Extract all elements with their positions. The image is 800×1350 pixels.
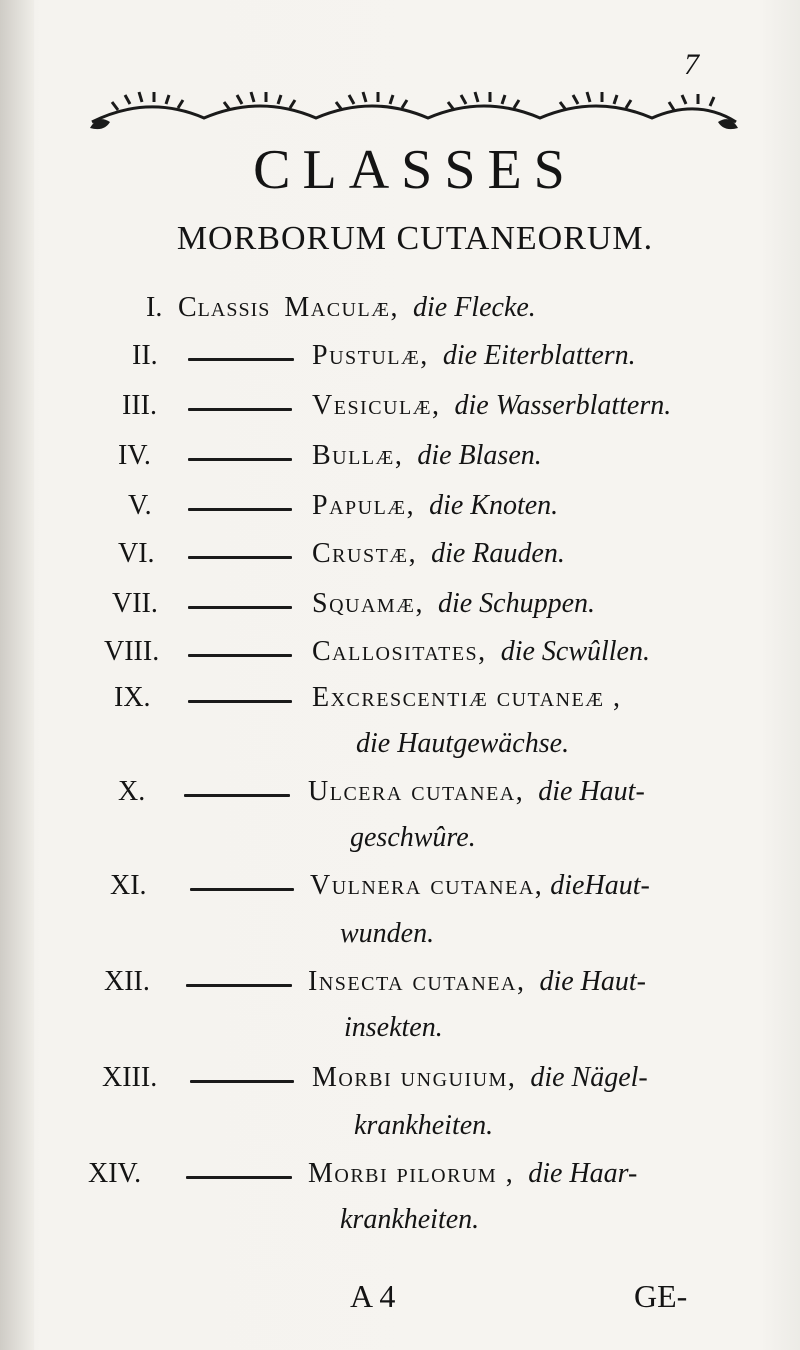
latin-name: Vulnera cutanea, [310, 870, 544, 901]
german-name: die Scwûllen. [500, 636, 650, 667]
class-entry [312, 682, 622, 714]
latin-name: Bullæ, [312, 440, 404, 471]
class-entry [310, 870, 650, 902]
class-numeral: XII. [104, 966, 150, 997]
class-numeral: X. [118, 776, 146, 807]
german-name: die Wasserblattern. [454, 390, 672, 421]
page-title: CLASSES [253, 139, 577, 201]
class-entry [312, 340, 636, 372]
ditto-dash [188, 654, 292, 657]
german-name: dieHaut- [550, 870, 650, 901]
class-entry [312, 1062, 648, 1094]
class-entry [312, 390, 671, 422]
class-numeral: VI. [118, 538, 155, 569]
class-numeral: XIII. [102, 1062, 158, 1093]
ditto-dash [188, 408, 292, 411]
latin-name: Crustæ, [312, 538, 418, 569]
german-name-continued: wunden. [340, 918, 435, 949]
class-numeral: IV. [118, 440, 151, 471]
signature-mark: A 4 [350, 1278, 396, 1314]
ditto-dash [188, 458, 292, 461]
latin-name: Ulcera cutanea, [308, 776, 525, 807]
class-entry [308, 1158, 637, 1190]
ditto-dash [186, 1176, 292, 1179]
latin-name: Pustulæ, [312, 340, 429, 371]
classis-word: Classis [178, 292, 271, 323]
latin-name: Excrescentiæ cutaneæ , [312, 682, 622, 713]
ditto-dash [186, 984, 292, 987]
german-name: die Knoten. [429, 490, 559, 521]
class-entry [178, 292, 536, 324]
class-numeral: III. [122, 390, 157, 421]
german-name: die Flecke. [413, 292, 536, 323]
ditto-dash [188, 508, 292, 511]
class-entry [312, 490, 558, 522]
class-entry [312, 636, 650, 668]
german-name: die Haar- [528, 1158, 638, 1189]
decorative-vine-border [88, 88, 740, 136]
german-name: die Rauden. [431, 538, 565, 569]
page-gutter-shadow [0, 0, 34, 1350]
class-numeral: IX. [114, 682, 151, 713]
class-numeral: VIII. [104, 636, 160, 667]
ditto-dash [188, 700, 292, 703]
class-entry [308, 966, 646, 998]
latin-name: Morbi pilorum , [308, 1158, 515, 1189]
ditto-dash [190, 888, 294, 891]
latin-name: Maculæ, [284, 292, 399, 323]
ditto-dash [184, 794, 290, 797]
class-numeral: VII. [112, 588, 158, 619]
class-numeral: II. [132, 340, 158, 371]
latin-name: Callositates, [312, 636, 487, 667]
page-number: 7 [684, 48, 699, 81]
latin-name: Papulæ, [312, 490, 416, 521]
catchword: GE- [634, 1278, 688, 1314]
ditto-dash [188, 358, 294, 361]
german-name: die Blasen. [417, 440, 542, 471]
german-name-continued: die Hautgewächse. [356, 728, 570, 759]
latin-name: Squamæ, [312, 588, 424, 619]
german-name-continued: krankheiten. [340, 1204, 480, 1235]
ditto-dash [190, 1080, 294, 1083]
class-numeral: V. [128, 490, 152, 521]
german-name: die Haut- [538, 776, 645, 807]
latin-name: Morbi unguium, [312, 1062, 517, 1093]
german-name: die Eiterblattern. [442, 340, 636, 371]
german-name-continued: geschwûre. [350, 822, 476, 853]
class-entry [312, 588, 595, 620]
latin-name: Vesiculæ, [312, 390, 441, 421]
class-entry [308, 776, 645, 808]
class-numeral: I. [146, 292, 163, 323]
class-numeral: XIV. [88, 1158, 142, 1189]
class-numeral: XI. [110, 870, 147, 901]
german-name: die Schuppen. [437, 588, 596, 619]
class-entry [312, 440, 542, 472]
class-entry [312, 538, 565, 570]
ditto-dash [188, 606, 292, 609]
page-subtitle: MORBORUM CUTANEORUM. [176, 220, 654, 257]
latin-name: Insecta cutanea, [308, 966, 526, 997]
german-name-continued: insekten. [344, 1012, 443, 1043]
ditto-dash [188, 556, 292, 559]
german-name: die Nägel- [530, 1062, 648, 1093]
german-name: die Haut- [539, 966, 646, 997]
german-name-continued: krankheiten. [354, 1110, 494, 1141]
